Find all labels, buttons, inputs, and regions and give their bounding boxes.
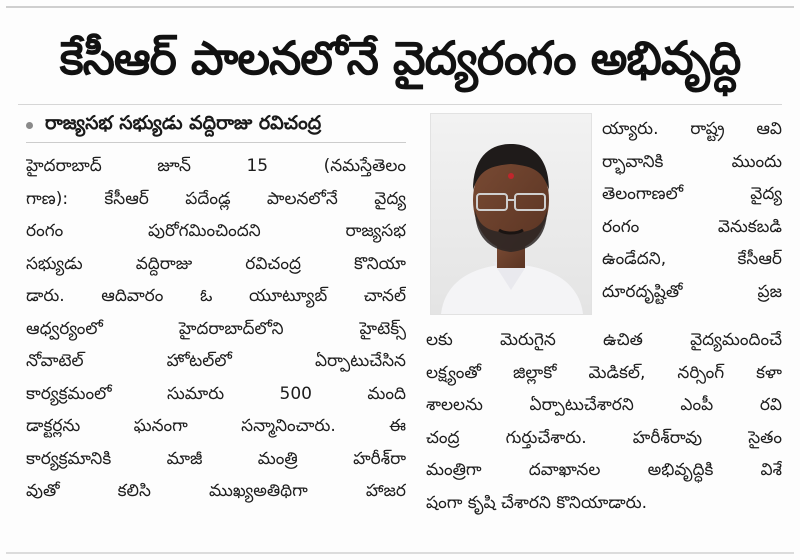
portrait-photo — [430, 113, 592, 315]
portrait-illustration — [431, 114, 591, 314]
body-line: సభ్యుడు వద్దిరాజు రవిచంద్ర కొనియా — [26, 253, 406, 274]
body-line: కార్యక్రమంలో సుమారు 500 మంది — [26, 383, 406, 404]
body-column-right-bottom — [426, 324, 782, 544]
body-line: హైదరాబాద్ జూన్ 15 (నమస్తేతెలం — [26, 156, 406, 176]
body-line: షంగా కృషి చేశారని కొనియాడారు. — [426, 492, 647, 513]
body-line: లకు మెరుగైన ఉచిత వైద్యమందించే — [426, 330, 782, 350]
body-line: వుతో కలిసి ముఖ్యఅతిథిగా హాజర — [26, 481, 406, 501]
byline-rule — [26, 142, 406, 143]
body-line: య్యారు. రాష్ట్ర ఆవి — [602, 119, 782, 139]
bottom-rule — [6, 552, 794, 554]
body-column-left — [26, 150, 406, 540]
body-column-right-top — [602, 113, 782, 323]
body-line: ర్భావానికి ముందు — [602, 151, 782, 172]
body-line: రంగం వెనుకబడి — [602, 216, 782, 237]
body-line: రంగం పురోగమించిందని రాజ్యసభ — [26, 221, 406, 241]
body-line: మంత్రిగా దవాఖానల అభివృద్ధికి విశే — [426, 460, 782, 480]
body-line: ఉండేదని, కేసీఆర్ — [602, 249, 782, 269]
body-line: నోవాటెల్ హోటల్‌లో ఏర్పాటుచేసిన — [26, 351, 406, 371]
body-line: దూరదృష్టితో ప్రజ — [602, 281, 782, 302]
top-rule — [6, 6, 794, 8]
body-line: చంద్ర గుర్తుచేశారు. హరీశ్‌రావు సైతం — [426, 427, 782, 448]
body-line: డాక్టర్లను ఘనంగా సన్మానించారు. ఈ — [26, 416, 406, 436]
headline-rule — [18, 104, 782, 105]
body-line: లక్ష్యంతో జిల్లాకో మెడికల్, నర్సింగ్ కళా — [426, 362, 782, 383]
byline — [26, 110, 406, 140]
byline-text: రాజ్యసభ సభ్యుడు వద్దిరాజు రవిచంద్ర — [45, 111, 322, 134]
body-line: గాణ): కేసీఆర్ పదేండ్ల పాలనలోనే వైద్య — [26, 188, 406, 209]
body-line: కార్యక్రమానికి మాజీ మంత్రి హరీశ్‌రా — [26, 448, 406, 469]
headline: కేసీఆర్ పాలనలోనే వైద్యరంగం అభివృద్ధి — [59, 31, 741, 85]
body-line: ఆధ్వర్యంలో హైదరాబాద్‌లోని హైటెక్స్ — [26, 318, 406, 339]
body-line: తెలంగాణలో వైద్య — [602, 184, 782, 204]
body-line: డారు. ఆదివారం ఓ యూట్యూబ్ చానల్ — [26, 286, 406, 306]
body-line: శాలలను ఏర్పాటుచేశారని ఎంపీ రవి — [426, 395, 782, 415]
bullet-icon — [26, 122, 33, 129]
